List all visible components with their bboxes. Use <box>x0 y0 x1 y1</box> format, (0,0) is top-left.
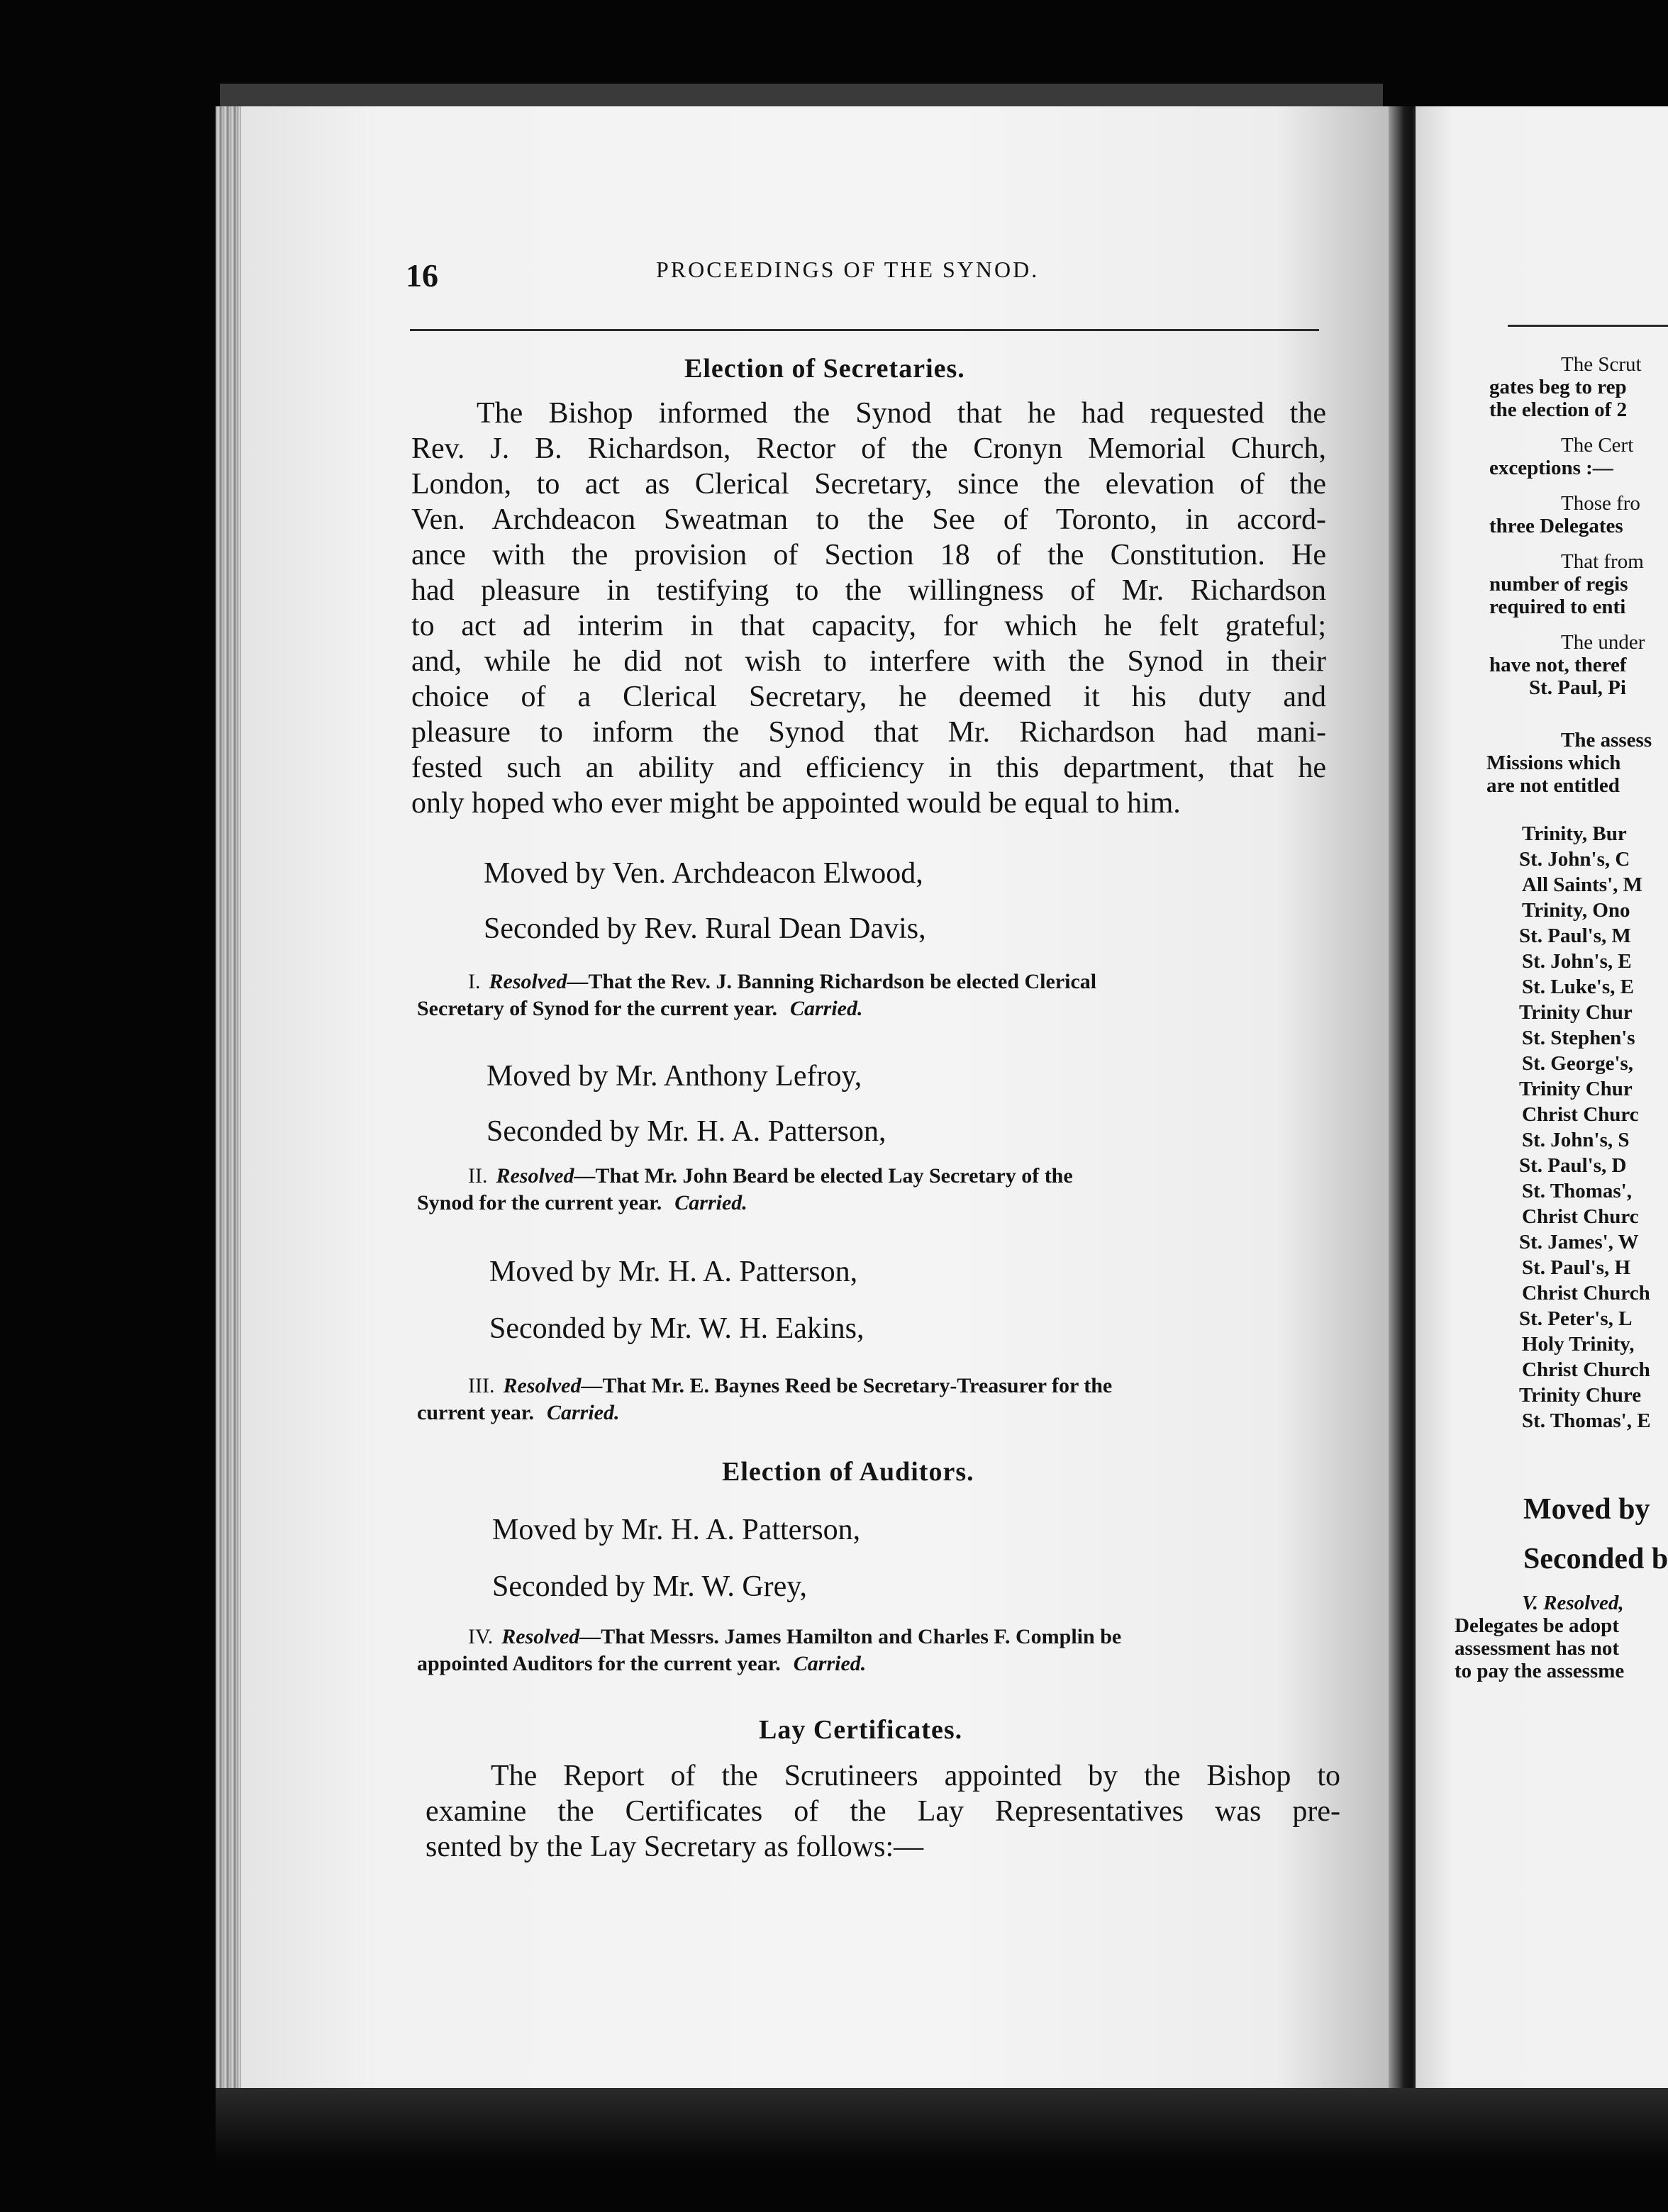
text-line: and, while he did not wish to interfere with the Synod in their <box>411 645 1326 678</box>
resolution-text: appointed Auditors for the current year. <box>417 1652 781 1675</box>
right-line: Those fro <box>1561 492 1640 515</box>
right-line: number of regis <box>1489 573 1628 596</box>
text-line: choice of a Clerical Secretary, he deemed it his duty and <box>411 681 1326 713</box>
parish-list-item: Trinity Chure <box>1519 1384 1642 1407</box>
right-line: exceptions :— <box>1489 457 1613 479</box>
resolved-keyword: Resolved— <box>496 1164 596 1188</box>
text-line: sented by the Lay Secretary as follows:— <box>426 1831 924 1863</box>
right-line: to pay the assessme <box>1455 1660 1625 1682</box>
resolution <box>417 968 1339 1022</box>
parish-list-item: St. Stephen's <box>1522 1027 1635 1049</box>
right-moved: Moved by <box>1523 1493 1650 1526</box>
right-line: The Cert <box>1561 434 1634 457</box>
parish-list-item: St. Luke's, E <box>1522 976 1634 998</box>
right-line: three Delegates <box>1489 515 1623 537</box>
seconded-by: Seconded by Mr. W. H. Eakins, <box>489 1312 864 1345</box>
parish-list-item: St. George's, <box>1522 1052 1634 1075</box>
moved-by: Moved by Mr. H. A. Patterson, <box>492 1514 861 1546</box>
resolution-text: That Mr. John Beard be elected Lay Secretary of the <box>595 1164 1073 1188</box>
resolution-text: current year. <box>417 1401 534 1424</box>
parish-list-item: Christ Church <box>1522 1282 1650 1305</box>
running-head: PROCEEDINGS OF THE SYNOD. <box>656 257 1040 282</box>
section-title-secretaries: Election of Secretaries. <box>684 354 965 384</box>
right-page-rule <box>1508 325 1668 327</box>
parish-list-item: St. John's, C <box>1519 848 1630 871</box>
closing-paragraph <box>426 1758 1340 1865</box>
resolution-text: Synod for the current year. <box>417 1191 662 1214</box>
parish-list-item: St. John's, E <box>1522 950 1632 973</box>
right-line: V. Resolved, <box>1522 1592 1624 1614</box>
text-line: Rev. J. B. Richardson, Rector of the Cronyn Memorial Church, <box>411 432 1326 465</box>
carried-label: Carried. <box>793 1652 867 1675</box>
right-seconded: Seconded b <box>1523 1543 1668 1575</box>
parish-list-item: St. Paul's, M <box>1519 925 1631 947</box>
parish-list-item: Trinity Chur <box>1519 1078 1633 1100</box>
right-line: assessment has not <box>1455 1637 1620 1660</box>
resolved-keyword: Resolved— <box>501 1625 601 1648</box>
parish-list-item: St. Paul's, D <box>1519 1154 1627 1177</box>
resolution-text: That Mr. E. Baynes Reed be Secretary-Treasurer for the <box>602 1374 1113 1397</box>
section-title-auditors: Election of Auditors. <box>722 1457 974 1487</box>
parish-list-item: Christ Churc <box>1522 1205 1639 1228</box>
header-rule <box>410 329 1319 331</box>
right-line: the election of 2 <box>1489 398 1628 421</box>
moved-by: Moved by Mr. Anthony Lefroy, <box>486 1060 862 1093</box>
text-line: had pleasure in testifying to the willingness of Mr. Richardson <box>411 574 1326 607</box>
right-line: The assess <box>1561 729 1652 752</box>
page-number: 16 <box>406 257 438 294</box>
resolution <box>417 1624 1339 1677</box>
seconded-by: Seconded by Mr. W. Grey, <box>492 1570 808 1603</box>
resolution-text: Secretary of Synod for the current year. <box>417 997 777 1020</box>
right-line: Delegates be adopt <box>1455 1614 1619 1637</box>
resolution-number: III. <box>468 1374 495 1397</box>
text-line: to act ad interim in that capacity, for which he felt grateful; <box>411 610 1326 642</box>
text-line: London, to act as Clerical Secretary, since the elevation of the <box>411 468 1326 501</box>
right-line: gates beg to rep <box>1489 376 1627 398</box>
carried-label: Carried. <box>674 1191 747 1214</box>
seconded-by: Seconded by Rev. Rural Dean Davis, <box>484 912 926 945</box>
parish-list-item: St. Peter's, L <box>1519 1307 1633 1330</box>
parish-list-item: St. James', W <box>1519 1231 1639 1253</box>
resolved-keyword: Resolved— <box>503 1374 603 1397</box>
parish-list-item: Christ Churc <box>1522 1103 1639 1126</box>
right-line: St. Paul, Pi <box>1529 676 1626 699</box>
parish-list-item: Trinity Chur <box>1519 1001 1633 1024</box>
right-page <box>1413 106 1668 2088</box>
parish-list-item: Holy Trinity, <box>1522 1333 1635 1356</box>
right-line: The Scrut <box>1561 353 1642 376</box>
text-line: fested such an ability and efficiency in this department, that he <box>411 752 1326 784</box>
parish-list-item: Trinity, Bur <box>1522 822 1627 845</box>
resolution <box>417 1163 1339 1217</box>
section-title-lay-certificates: Lay Certificates. <box>759 1715 963 1745</box>
text-line: only hoped who ever might be appointed would be equal to him. <box>411 787 1181 820</box>
parish-list-item: St. Paul's, H <box>1522 1256 1631 1279</box>
parish-list-item: Trinity, Ono <box>1522 899 1630 922</box>
bottom-shadow <box>216 2088 1668 2212</box>
carried-label: Carried. <box>789 997 863 1020</box>
moved-by: Moved by Mr. H. A. Patterson, <box>489 1256 858 1288</box>
right-line: required to enti <box>1489 596 1626 618</box>
text-line: examine the Certificates of the Lay Representatives was pre- <box>426 1795 1340 1828</box>
text-line: The Bishop informed the Synod that he had requested the <box>477 397 1326 430</box>
intro-paragraph <box>411 396 1326 821</box>
right-line: are not entitled <box>1486 774 1620 797</box>
parish-list-item: All Saints', M <box>1522 873 1642 896</box>
resolved-keyword: Resolved— <box>489 970 589 993</box>
resolution-text: That Messrs. James Hamilton and Charles F. Complin be <box>601 1625 1122 1648</box>
resolution-number: II. <box>468 1164 488 1188</box>
text-line: ance with the provision of Section 18 of the Constitution. He <box>411 539 1326 571</box>
carried-label: Carried. <box>546 1401 620 1424</box>
moved-by: Moved by Ven. Archdeacon Elwood, <box>484 857 923 890</box>
parish-list-item: St. John's, S <box>1522 1129 1630 1151</box>
right-line: Missions which <box>1486 752 1621 774</box>
resolution <box>417 1373 1339 1426</box>
resolution-number: IV. <box>468 1625 494 1648</box>
parish-list-item: St. Thomas', E <box>1522 1409 1651 1432</box>
right-line: have not, theref <box>1489 654 1627 676</box>
text-line: Ven. Archdeacon Sweatman to the See of Toronto, in accord- <box>411 503 1326 536</box>
seconded-by: Seconded by Mr. H. A. Patterson, <box>486 1115 886 1148</box>
text-line: The Report of the Scrutineers appointed by the Bishop to <box>491 1760 1340 1792</box>
resolution-text: That the Rev. J. Banning Richardson be elected Clerical <box>588 970 1097 993</box>
parish-list-item: St. Thomas', <box>1522 1180 1632 1202</box>
parish-list-item: Christ Church <box>1522 1358 1650 1381</box>
right-line: That from <box>1561 550 1644 573</box>
resolution-number: I. <box>468 970 481 993</box>
text-line: pleasure to inform the Synod that Mr. Richardson had mani- <box>411 716 1326 749</box>
right-line: The under <box>1561 631 1645 654</box>
